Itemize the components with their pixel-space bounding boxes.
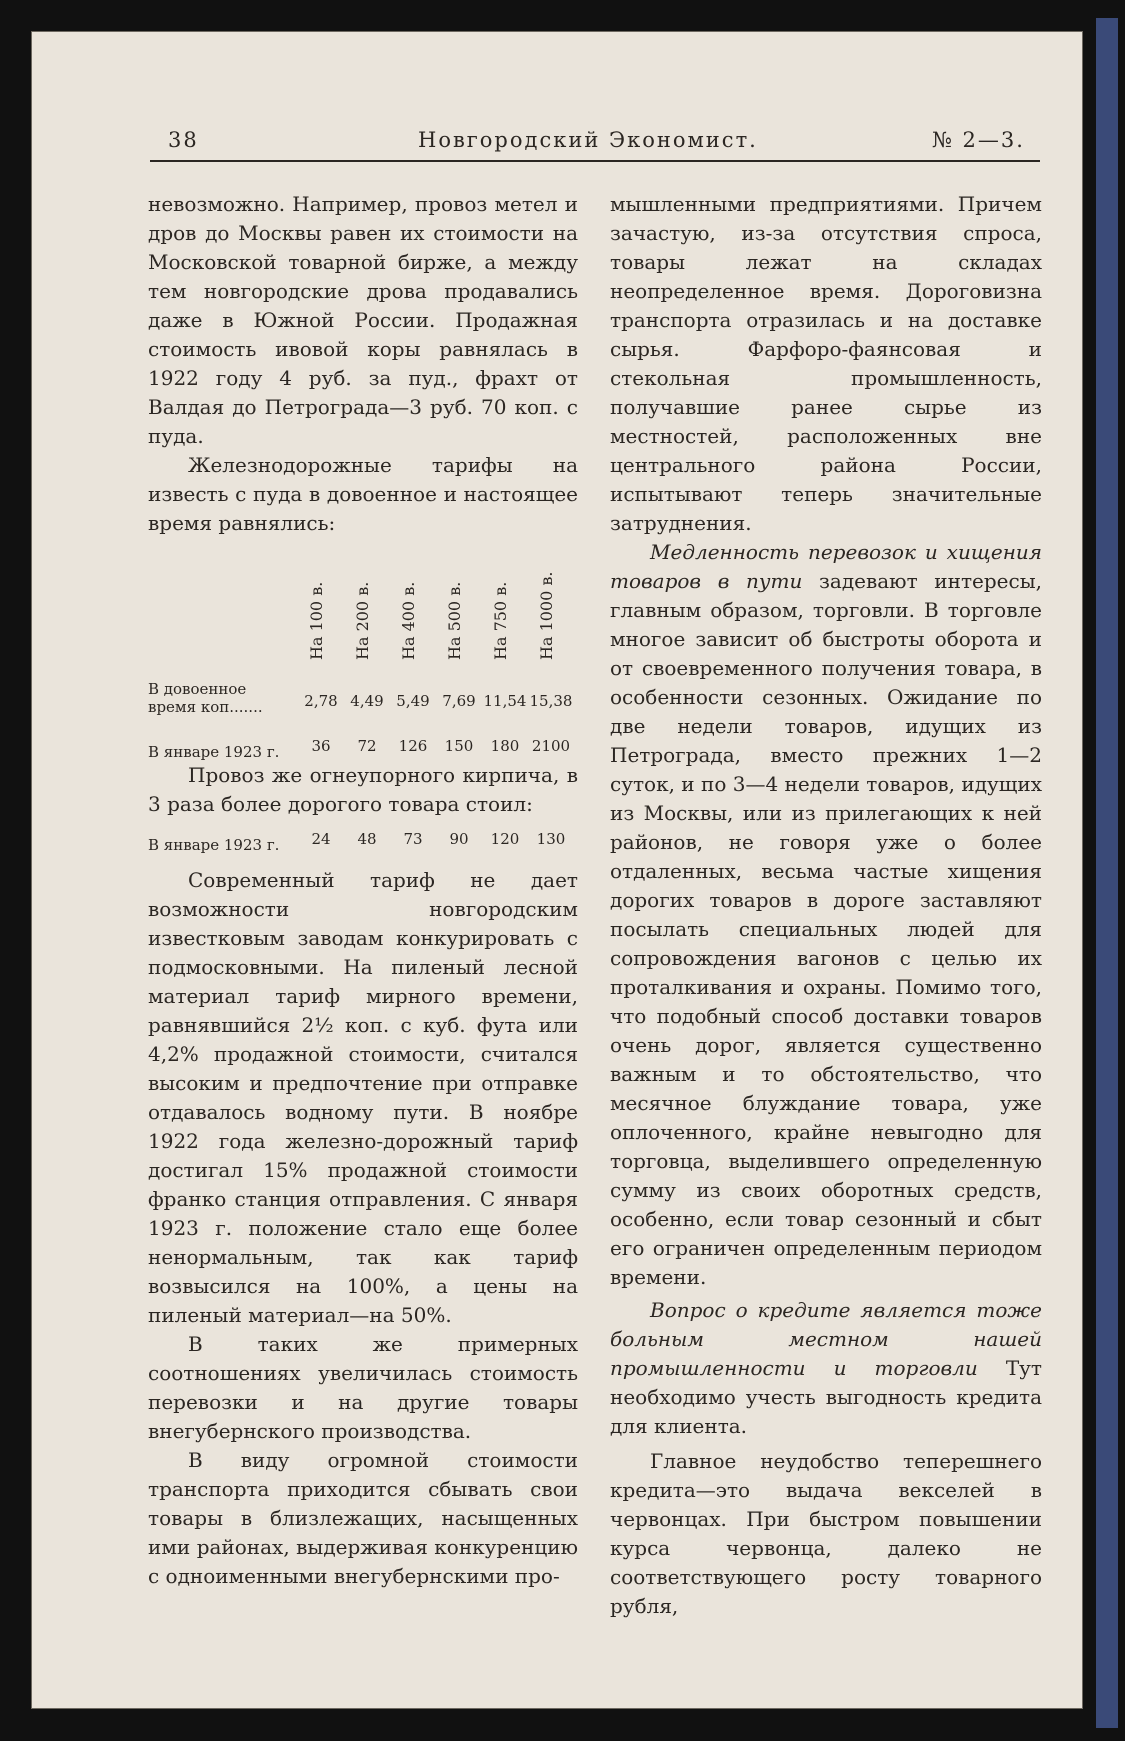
- row-label: В январе 1923 г.: [148, 743, 280, 761]
- brick-table: [148, 825, 574, 854]
- table-cell: 7,69: [442, 692, 476, 710]
- table-cell: 90: [449, 830, 469, 848]
- journal-title: Новгородский Экономист.: [418, 128, 758, 152]
- paragraph: мышленными предприятиями. Причем зачастую, из-за отсутствия спроса, товары лежат на складах неопределенное время. Дороговизна транспорта отразилась и на доставке сырья. Фарфоро-фаянсовая и стекольная промышленность, получавшие ранее сырье из местностей, расположенных вне центрального района России, испытывают теперь значительные затруднения.: [610, 192, 1042, 535]
- paragraph: [610, 538, 1042, 1292]
- left-column: [148, 190, 578, 1591]
- row-label: В январе 1923 г.: [148, 836, 280, 854]
- table-cell: 4,49: [350, 692, 384, 710]
- paragraph-text: задевают интересы, главным образом, торговли. В торговле многое зависит об быстроты оборота и от своевременного получения товара, в особенности сезонных. Ожидание по две недели товаров, идущих из Петрограда, вместо прежних 1—2 суток, и по 3—4 недели товаров, идущих из Москвы, или из прилегающих к ней районов, не говоря уже о более отдаленных, весьма частые хищения дорогих товаров в дороге заставляют посылать специальных людей для сопровождения вагонов с целью их проталкивания и охраны. Помимо того, что подобный способ доставки товаров очень дорог, является существенно важным и то обстоятельство, что месячное блуждание товара, уже оплоченного, крайне невыгодно для торговца, выделившего определенную сумму из своих оборотных средств, особенно, если товар сезонный и сбыт его ограничен определенным периодом времени.: [610, 569, 1042, 1289]
- table-header: На 400 в.: [399, 581, 418, 660]
- italic-phrase: Вопрос о кредите является тоже больным местном нашей промышленности и торговли: [610, 1298, 1042, 1380]
- paragraph: Провоз же огнеупорного кирпича, в 3 раза более дорогого товара стоил:: [148, 763, 578, 816]
- table-cell: 73: [403, 830, 423, 848]
- page-number: 38: [168, 128, 199, 152]
- tariff-table: [148, 544, 574, 761]
- italic-phrase: Медленность перевозок и хищения товаров в пути: [610, 540, 1042, 593]
- table-cell: 130: [536, 830, 566, 848]
- table-header: На 100 в.: [307, 581, 326, 660]
- paragraph: Главное неудобство теперешнего кредита—это выдача векселей в червонцах. При быстром повышении курса червонца, далеко не соответствующего росту товарного рубля,: [610, 1449, 1042, 1618]
- paragraph: В таких же примерных соотношениях увеличилась стоимость перевозки и на другие товары внегубернского производства.: [148, 1332, 578, 1443]
- table-cell: 2,78: [304, 692, 338, 710]
- table-row: [148, 680, 574, 716]
- paragraph: В виду огромной стоимости транспорта приходится сбывать свои товары в близлежащих, насыщенных ими районах, выдерживая конкуренцию с одноименными внегубернскими про-: [148, 1448, 578, 1588]
- row-label: В довоенное время коп.......: [148, 680, 263, 716]
- paragraph: [610, 1296, 1042, 1441]
- table-cell: 150: [444, 737, 474, 755]
- table-header: На 1000 в.: [537, 571, 556, 660]
- table-cell: 15,38: [529, 692, 573, 710]
- paragraph: невозможно. Например, провоз метел и дров до Москвы равен их стоимости на Московской товарной бирже, а между тем новгородские дрова продавались даже в Южной России. Продажная стоимость ивовой коры равнялась в 1922 году 4 руб. за пуд., фрахт от Валдая до Петрограда—3 руб. 70 коп. с пуда.: [148, 192, 578, 448]
- issue-number: № 2—3.: [932, 128, 1025, 152]
- table-cell: 48: [357, 830, 377, 848]
- table-cell: 24: [311, 830, 331, 848]
- table-cell: 72: [357, 737, 377, 755]
- paragraph-text: Тут необходимо учесть выгодность кредита для клиента.: [610, 1356, 1042, 1438]
- right-page-edge: [1096, 18, 1118, 1728]
- table-cell: 126: [398, 737, 428, 755]
- running-header: [150, 128, 1040, 162]
- header-rule: [150, 160, 1040, 162]
- table-cell: 11,54: [483, 692, 527, 710]
- table-header: На 500 в.: [445, 581, 464, 660]
- table-header: На 750 в.: [491, 581, 510, 660]
- table-cell: 180: [490, 737, 520, 755]
- table-row: [148, 825, 574, 854]
- table-row: [148, 732, 574, 761]
- table-cell: 36: [311, 737, 331, 755]
- table-cell: 120: [490, 830, 520, 848]
- table-cell: 2100: [531, 737, 571, 755]
- right-column: [610, 190, 1042, 1621]
- paragraph: Железнодорожные тарифы на известь с пуда в довоенное и настоящее время равнялись:: [148, 453, 578, 535]
- paragraph: Современный тариф не дает возможности новгородским известковым заводам конкурировать с подмосковными. На пиленый лесной материал тариф мирного времени, равнявшийся 2½ коп. с куб. фута или 4,2% продажной стоимости, считался высоким и предпочтение при отправке отдавалось водному пути. В ноябре 1922 года железно-дорожный тариф достигал 15% продажной стоимости франко станция отправления. С января 1923 г. положение стало еще более ненормальным, так как тариф возвысился на 100%, а цены на пиленый материал—на 50%.: [148, 868, 578, 1327]
- table-header: На 200 в.: [353, 581, 372, 660]
- table-cell: 5,49: [396, 692, 430, 710]
